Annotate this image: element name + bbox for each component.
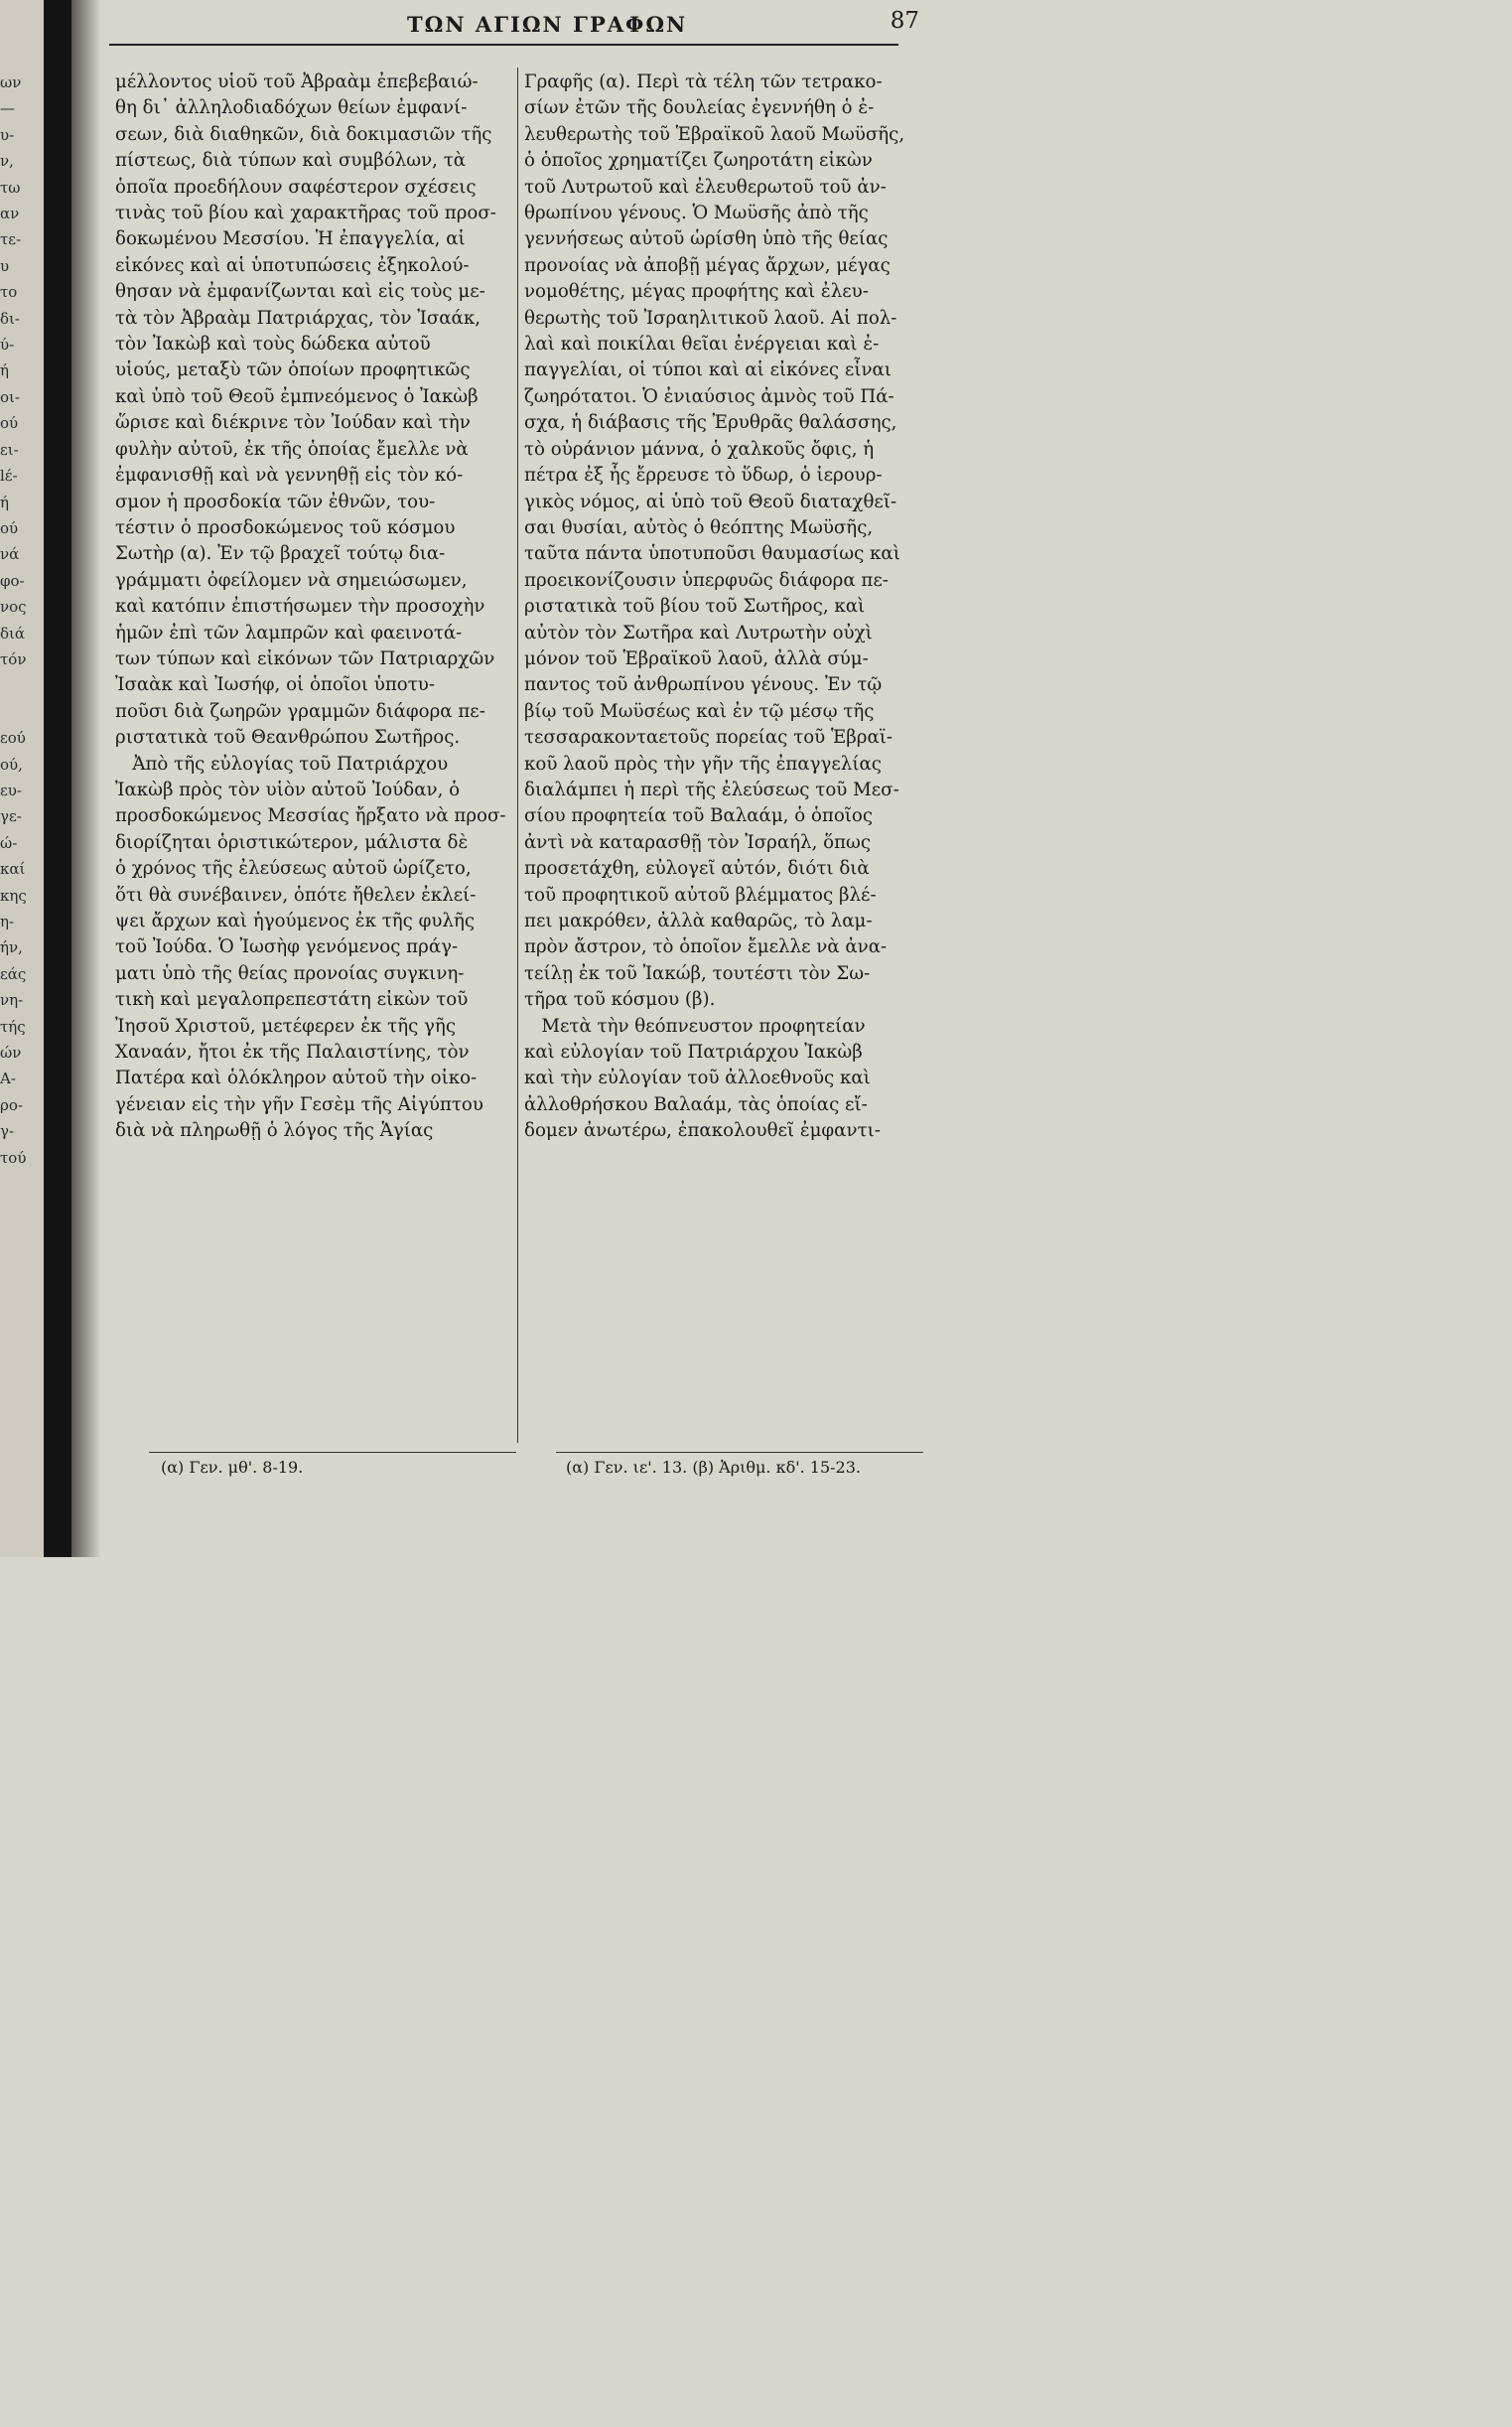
page-number: 87 [890,8,919,34]
left-column-text: μέλλοντος υἱοῦ τοῦ Ἀβραὰμ ἐπεβεβαιώ- θη δι᾽ ἀλληλοδιαδόχων θείων ἐμφανί- σεων, διὰ διαθηκῶν, διὰ δοκιμασιῶν τῆς πίστεως, διὰ τύπων καὶ συμβόλων, τὰ ὁποῖα προεδήλουν σαφέστερον σχέσεις τινὰς τοῦ βίου καὶ χαρακτῆρας τοῦ προσ- δοκωμένου Μεσσίου. Ἡ ἐπαγγελία, αἱ εἰκόνες καὶ αἱ ὑποτυπώσεις ἐξηκολού- θησαν νὰ ἐμφανίζωνται καὶ εἰς τοὺς με- τὰ τὸν Ἀβραὰμ Πατριάρχας, τὸν Ἰσαάκ, τὸν Ἰακὼβ καὶ τοὺς δώδεκα αὐτοῦ υἱούς, μεταξὺ τῶν ὁποίων προφητικῶς καὶ ὑπὸ τοῦ Θεοῦ ἐμπνεόμενος ὁ Ἰακὼβ ὥρισε καὶ διέκρινε τὸν Ἰούδαν καὶ τὴν φυλὴν αὐτοῦ, ἐκ τῆς ὁποίας ἔμελλε νὰ ἐμφανισθῇ καὶ νὰ γεννηθῇ εἰς τὸν κό- σμον ἡ προσδοκία τῶν ἐθνῶν, του- τέστιν ὁ προσδοκώμενος τοῦ κόσμου Σωτὴρ (α). Ἐν τῷ βραχεῖ τούτῳ δια- γράμματι ὀφείλομεν νὰ σημειώσωμεν, καὶ κατόπιν ἐπιστήσωμεν τὴν προσοχὴν ἡμῶν ἐπὶ τῶν λαμπρῶν καὶ φαεινοτά- των τύπων καὶ εἰκόνων τῶν Πατριαρχῶν Ἰσαὰκ καὶ Ἰωσήφ, οἱ ὁποῖοι ὑποτυ- ποῦσι διὰ ζωηρῶν γραμμῶν διάφορα πε- ριστατικὰ τοῦ Θεανθρώπου Σωτῆρος. Ἀπὸ τῆς εὐλογίας τοῦ Πατριάρχου Ἰακὼβ πρὸς τὸν υἱὸν αὐτοῦ Ἰούδαν, ὁ προσδοκώμενος Μεσσίας ἤρξατο νὰ προσ- διορίζηται ὁριστικώτερον, μάλιστα δὲ ὁ χρόνος τῆς ἐλεύσεως αὐτοῦ ὡρίζετο, ὅτι θὰ συνέβαινεν, ὁπότε ἤθελεν ἐκλεί- ψει ἄρχων καὶ ἡγούμενος ἐκ τῆς φυλῆς τοῦ Ἰούδα. Ὁ Ἰωσὴφ γενόμενος πράγ- ματι ὑπὸ τῆς θείας προνοίας συγκινη- τικὴ καὶ μεγαλοπρεπεστάτη εἰκὼν τοῦ Ἰησοῦ Χριστοῦ, μετέφερεν ἐκ τῆς γῆς Χαναάν, ἤτοι ἐκ τῆς Παλαιστίνης, τὸν Πατέρα καὶ ὁλόκληρον αὐτοῦ τὴν οἰκο- γένειαν εἰς τὴν γῆν Γεσὲμ τῆς Αἰγύπτου διὰ νὰ πληρωθῇ ὁ λόγος τῆς Ἁγίας [115,71,506,1142]
facing-page-fragments: ων — υ- ν, τω αν τε- υ το δι- ύ- ή οι- ού ει- lέ- ή ού νά φο- νος διά τόν εού ού, ευ- γε- ώ- καί κης η- ήν, εάς νη- τής ών Α- ρο- γ- τού [0,73,27,1167]
right-column-text: Γραφῆς (α). Περὶ τὰ τέλη τῶν τετρακο- σίων ἐτῶν τῆς δουλείας ἐγεννήθη ὁ ἐ- λευθερωτὴς τοῦ Ἑβραϊκοῦ λαοῦ Μωϋσῆς, ὁ ὁποῖος χρηματίζει ζωηροτάτη εἰκὼν τοῦ Λυτρωτοῦ καὶ ἐλευθερωτοῦ τοῦ ἀν- θρωπίνου γένους. Ὁ Μωϋσῆς ἀπὸ τῆς γεννήσεως αὐτοῦ ὡρίσθη ὑπὸ τῆς θείας προνοίας νὰ ἀποβῇ μέγας ἄρχων, μέγας νομοθέτης, μέγας προφήτης καὶ ἐλευ- θερωτὴς τοῦ Ἰσραηλιτικοῦ λαοῦ. Αἱ πολ- λαὶ καὶ ποικίλαι θεῖαι ἐνέργειαι καὶ ἐ- παγγελίαι, οἱ τύποι καὶ αἱ εἰκόνες εἶναι ζωηρότατοι. Ὁ ἐνιαύσιος ἀμνὸς τοῦ Πά- σχα, ἡ διάβασις τῆς Ἐρυθρᾶς θαλάσσης, τὸ οὐράνιον μάννα, ὁ χαλκοῦς ὄφις, ἡ πέτρα ἐξ ἧς ἔρρευσε τὸ ὕδωρ, ὁ ἱερουρ- γικὸς νόμος, αἱ ὑπὸ τοῦ Θεοῦ διαταχθεῖ- σαι θυσίαι, αὐτὸς ὁ θεόπτης Μωϋσῆς, ταῦτα πάντα ὑποτυποῦσι θαυμασίως καὶ προεικονίζουσιν ὑπερφυῶς διάφορα πε- ριστατικὰ τοῦ βίου τοῦ Σωτῆρος, καὶ αὐτὸν τὸν Σωτῆρα καὶ Λυτρωτὴν οὐχὶ μόνον τοῦ Ἑβραϊκοῦ λαοῦ, ἀλλὰ σύμ- παντος τοῦ ἀνθρωπίνου γένους. Ἐν τῷ βίῳ τοῦ Μωϋσέως καὶ ἐν τῷ μέσῳ τῆς τεσσαρακονταετοῦς πορείας τοῦ Ἑβραϊ- κοῦ λαοῦ πρὸς τὴν γῆν τῆς ἐπαγγελίας διαλάμπει ἡ περὶ τῆς ἐλεύσεως τοῦ Μεσ- σίου προφητεία τοῦ Βαλαάμ, ὁ ὁποῖος ἀντὶ νὰ καταρασθῇ τὸν Ἰσραήλ, ὅπως προσετάχθη, εὐλογεῖ αὐτόν, διότι διὰ τοῦ προφητικοῦ αὐτοῦ βλέμματος βλέ- πει μακρόθεν, ἀλλὰ καθαρῶς, τὸ λαμ- πρὸν ἄστρον, τὸ ὁποῖον ἔμελλε νὰ ἀνα- τείλῃ ἐκ τοῦ Ἰακώβ, τουτέστι τὸν Σω- τῆρα τοῦ κόσμου (β). Μετὰ τὴν θεόπνευστον προφητείαν καὶ εὐλογίαν τοῦ Πατριάρχου Ἰακὼβ καὶ τὴν εὐλογίαν τοῦ ἀλλοεθνοῦς καὶ ἀλλοθρήσκου Βαλαάμ, τὰς ὁποίας εἴ- δομεν ἀνωτέρω, ἐπακολουθεῖ ἐμφαντι- [524,71,905,1142]
book-binding-shadow [44,0,71,1557]
running-head: ΤΩΝ ΑΓΙΩΝ ΓΡΑΦΩΝ [407,12,688,37]
header-rule [109,44,898,46]
footnote-left: (α) Γεν. μθ'. 8-19. [161,1458,304,1477]
column-divider [517,68,518,1443]
page-header [109,8,933,42]
footnote-right: (α) Γεν. ιε'. 13. (β) Ἀριθμ. κδ'. 15-23. [566,1458,861,1477]
footnote-rule-right [556,1452,923,1453]
page-curve-shadow [71,0,101,1557]
footnote-rule-left [149,1452,516,1453]
